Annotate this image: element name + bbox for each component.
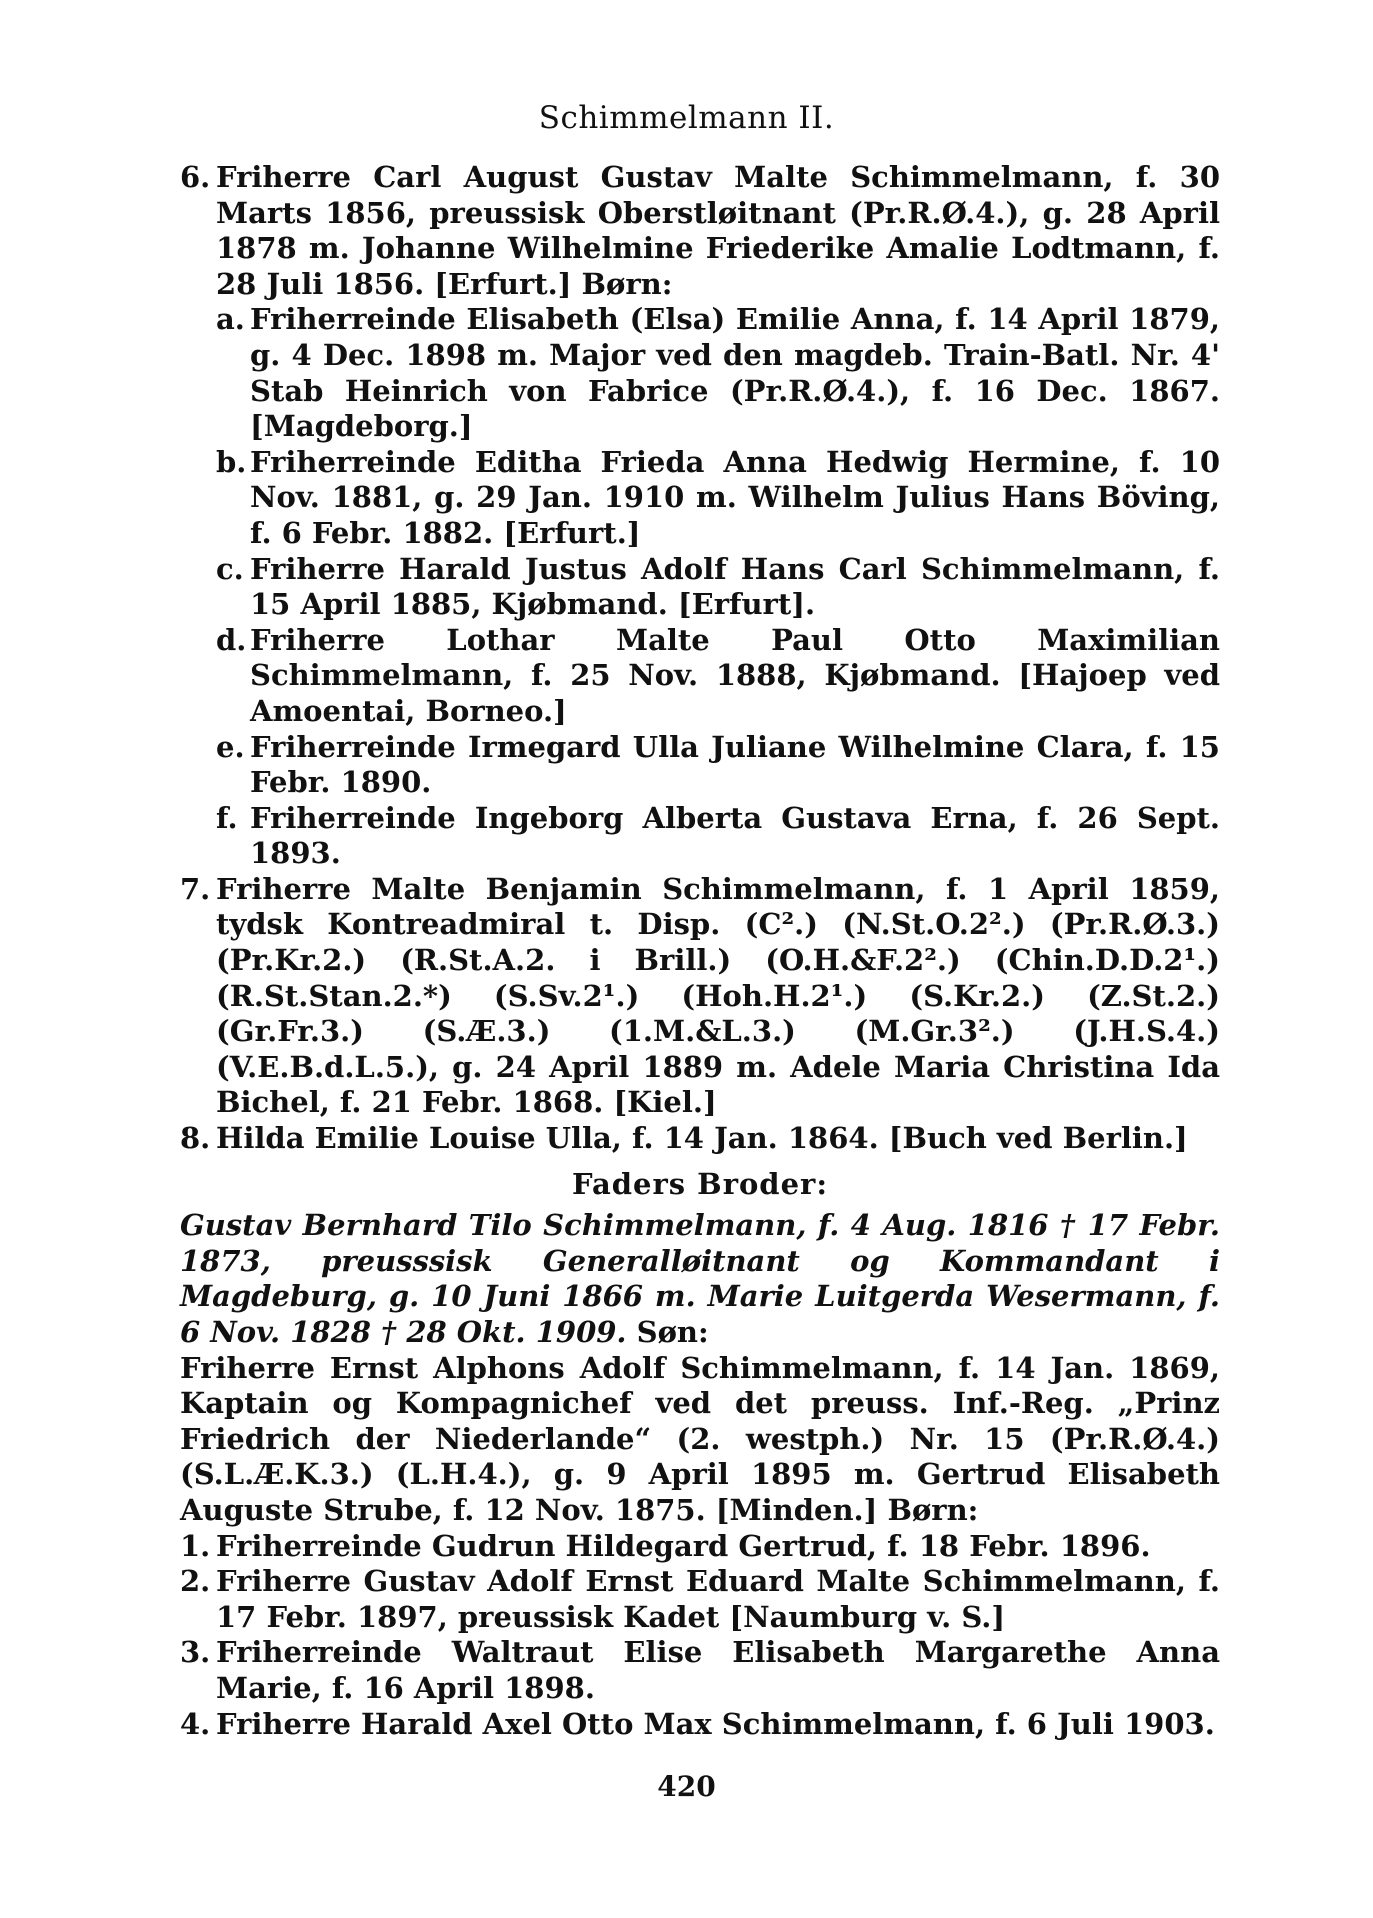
child-c <box>180 552 1220 623</box>
grandchild-1 <box>180 1529 1220 1565</box>
document-body <box>180 160 1220 1742</box>
entry-6 <box>180 160 1220 302</box>
child-text: Friherreinde Elisabeth (Elsa) Emilie Anna, f. 14 April 1879, g. 4 Dec. 1898 m. Major ved den magdeb. Train-Batl. Nr. 4' Stab Heinrich von Fabrice (Pr.R.Ø.4.), f. 16 Dec. 1867. [Magdeborg.] <box>250 302 1220 444</box>
uncle-son-label: Søn: <box>636 1315 709 1349</box>
grandchild-4 <box>180 1707 1220 1743</box>
entry-text: Friherre Gustav Adolf Ernst Eduard Malte Schimmelmann, f. 17 Febr. 1897, preussisk Kadet [Naumburg v. S.] <box>216 1564 1220 1634</box>
child-text: Friherreinde Editha Frieda Anna Hedwig Hermine, f. 10 Nov. 1881, g. 29 Jan. 1910 m. Wilhelm Julius Hans Böving, f. 6 Febr. 1882. [Erfurt.] <box>250 444 1220 550</box>
grandchild-2 <box>180 1564 1220 1635</box>
entry-text: Friherreinde Waltraut Elise Elisabeth Margarethe Anna Marie, f. 16 April 1898. <box>216 1635 1220 1705</box>
section-title: Faders Broder: <box>571 1166 829 1201</box>
child-letter: b. <box>216 444 247 479</box>
entry-number: 6. <box>180 160 211 194</box>
grandchild-3 <box>180 1635 1220 1706</box>
child-b <box>180 445 1220 552</box>
entry-8 <box>180 1121 1220 1157</box>
son-entry <box>180 1351 1220 1529</box>
uncle-entry <box>180 1208 1220 1350</box>
entry-number: 4. <box>180 1706 211 1741</box>
child-text: Friherre Lothar Malte Paul Otto Maximilian Schimmelmann, f. 25 Nov. 1888, Kjøbmand. [Hajoep ved Amoentai, Borneo.] <box>250 622 1220 728</box>
child-e <box>180 730 1220 801</box>
page-header: Schimmelmann II. <box>538 100 835 136</box>
child-letter: f. <box>216 800 238 835</box>
page-number: 420 <box>657 1770 716 1803</box>
child-letter: c. <box>216 551 244 586</box>
entry-text: Friherre Carl August Gustav Malte Schimmelmann, f. 30 Marts 1856, preussisk Oberstløitnant (Pr.R.Ø.4.), g. 28 April 1878 m. Johanne Wilhelmine Friederike Amalie Lodtmann, f. 28 Juli 1856. [Erfurt.] Børn: <box>216 160 1220 301</box>
entry-text: Friherre Harald Axel Otto Max Schimmelmann, f. 6 Juli 1903. <box>216 1706 1215 1741</box>
entry-number: 1. <box>180 1528 211 1563</box>
entry-number: 3. <box>180 1635 211 1670</box>
entry-number: 2. <box>180 1564 211 1599</box>
child-letter: e. <box>216 729 245 764</box>
son-text: Friherre Ernst Alphons Adolf Schimmelmann, f. 14 Jan. 1869, Kaptain og Kompagnichef ved det preuss. Inf.-Reg. „Prinz Friedrich der Niederlande“ (2. westph.) Nr. 15 (Pr.R.Ø.4.) (S.L.Æ.K.3.) (L.H.4.), g. 9 April 1895 m. Gertrud Elisabeth Auguste Strube, f. 12 Nov. 1875. [Minden.] Børn: <box>180 1350 1220 1527</box>
entry-number: 8. <box>180 1121 211 1156</box>
uncle-text: Gustav Bernhard Tilo Schimmelmann, f. 4 Aug. 1816 † 17 Febr. 1873, preusssisk Generalløitnant og Kommandant i Magdeburg, g. 10 Juni 1866 m. Marie Luitgerda Wesermann, f. 6 Nov. 1828 † 28 Okt. 1909. <box>180 1208 1220 1349</box>
entry-text: Hilda Emilie Louise Ulla, f. 14 Jan. 1864. [Buch ved Berlin.] <box>216 1121 1188 1156</box>
entry-7 <box>180 872 1220 1121</box>
child-text: Friherreinde Irmegard Ulla Juliane Wilhelmine Clara, f. 15 Febr. 1890. <box>250 729 1220 800</box>
child-letter: a. <box>216 302 245 337</box>
child-a <box>180 302 1220 444</box>
child-d <box>180 623 1220 730</box>
child-text: Friherreinde Ingeborg Alberta Gustava Erna, f. 26 Sept. 1893. <box>250 800 1220 871</box>
child-f <box>180 801 1220 872</box>
child-letter: d. <box>216 622 247 657</box>
entry-text: Friherre Malte Benjamin Schimmelmann, f. 1 April 1859, tydsk Kontreadmiral t. Disp. (C².) (N.St.O.2².) (Pr.R.Ø.3.) (Pr.Kr.2.) (R.St.A.2. i Brill.) (O.H.&F.2².) (Chin.D.D.2¹.) (R.St.Stan.2.*) (S.Sv.2¹.) (Hoh.H.2¹.) (S.Kr.2.) (Z.St.2.) (Gr.Fr.3.) (S.Æ.3.) (1.M.&L.3.) (M.Gr.3².) (J.H.S.4.) (V.E.B.d.L.5.), g. 24 April 1889 m. Adele Maria Christina Ida Bichel, f. 21 Febr. 1868. [Kiel.] <box>216 871 1220 1120</box>
child-text: Friherre Harald Justus Adolf Hans Carl Schimmelmann, f. 15 April 1885, Kjøbmand. [Erfurt]. <box>250 551 1220 622</box>
entry-number: 7. <box>180 871 211 906</box>
entry-text: Friherreinde Gudrun Hildegard Gertrud, f. 18 Febr. 1896. <box>216 1528 1151 1563</box>
